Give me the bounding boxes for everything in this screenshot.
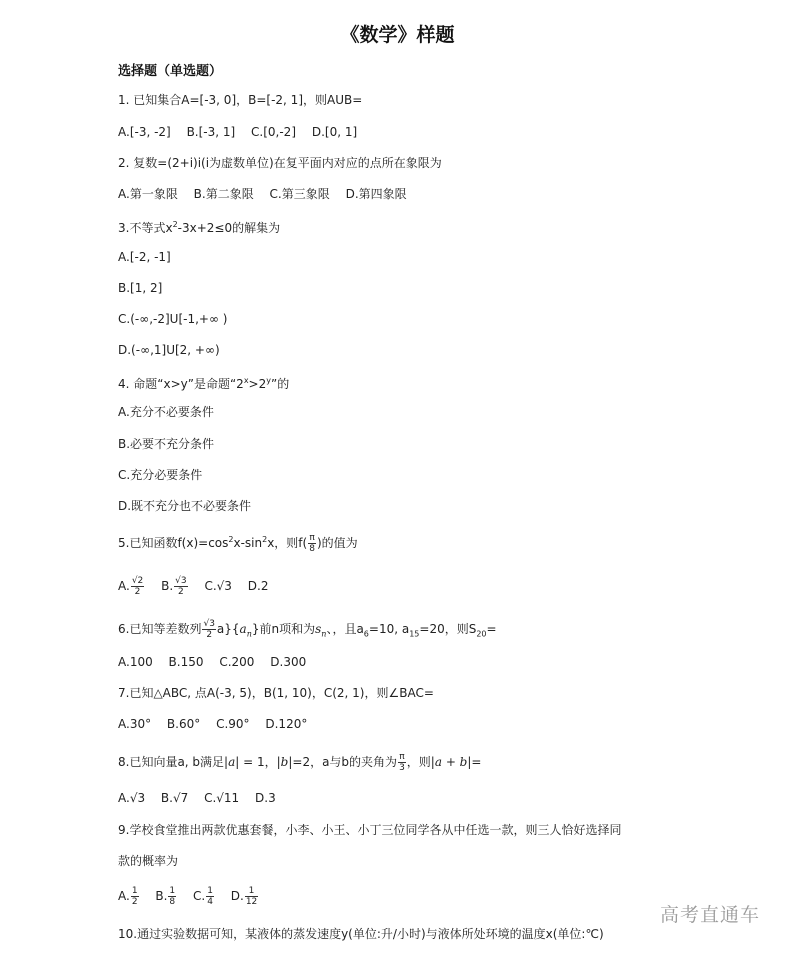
question-3-option-b: B.[1, 2] xyxy=(118,281,163,295)
question-5-options xyxy=(118,576,280,597)
fraction: $\frac{√3}{2}$ xyxy=(203,619,215,640)
option-b: B. $\frac{1}{8}$ xyxy=(155,886,176,907)
option-b: B.150 xyxy=(168,655,204,669)
question-3-stem: 3.不等式$x^2-3x+2\le 0$的解集为 xyxy=(118,220,281,235)
option-b: B.√7 xyxy=(160,791,189,805)
question-3-option-d: D.(-∞,1]U[2, +∞) xyxy=(118,343,220,357)
question-6-stem: 6.已知等差数列 $\frac{√3}{2}$ $a\}\{a_n\}$前n项和为$s_n$、，且$a_6=10$, $a_{15}=20$，则$S_{20}=$ xyxy=(118,619,497,640)
option-d: D.120° xyxy=(265,717,308,731)
fraction: $\frac{\pi}{8}$ xyxy=(309,533,315,554)
option-d: D.第四象限 xyxy=(345,187,407,201)
option-a: A.√3 xyxy=(118,791,146,805)
question-4-option-c: C.充分必要条件 xyxy=(118,468,203,482)
question-8-options xyxy=(118,790,288,806)
question-5-stem: 5.已知函数$f(x)=\cos^2x-\sin^2x$，则f( $\frac{\pi}{8}$ )的值为 xyxy=(118,533,358,554)
question-10-stem: 10.通过实验数据可知，某液体的蒸发速度y(单位:升/小时)与液体所处环境的温度x(单位:℃) xyxy=(118,927,604,941)
option-d: D.300 xyxy=(270,655,307,669)
question-9-stem-line-2: 款的概率为 xyxy=(118,854,179,868)
option-b: B.第二象限 xyxy=(193,187,254,201)
question-4-option-b: B.必要不充分条件 xyxy=(118,437,215,451)
question-7-stem: 7.已知△ABC, 点A(-3, 5)，B(1, 10)，C(2, 1)，则∠BAC= xyxy=(118,686,434,700)
option-a: A. $\frac{√2}{2}$ xyxy=(118,576,144,597)
question-3-option-c: C.(-∞,-2]U[-1,+∞ ) xyxy=(118,312,228,326)
watermark: 高考直通车 xyxy=(660,904,761,926)
question-4-stem: 4. 命题“x>y”是命题“$2^x>2^y$”的 xyxy=(118,376,290,391)
option-b: B.60° xyxy=(166,717,201,731)
option-c: C.第三象限 xyxy=(269,187,330,201)
section-heading: 选择题（单选题） xyxy=(118,64,223,79)
option-c: C.√3 xyxy=(204,579,232,593)
question-4-option-d: D.既不充分也不必要条件 xyxy=(118,499,252,513)
question-7-options xyxy=(118,716,319,732)
page-title: 《数学》样题 xyxy=(340,24,455,46)
option-a: A.第一象限 xyxy=(118,187,178,201)
option-b: B. $\frac{√3}{2}$ xyxy=(161,576,187,597)
option-a: A.100 xyxy=(118,655,153,669)
option-c: C.[0,-2] xyxy=(251,125,297,139)
question-9-stem-line-1: 9.学校食堂推出两款优惠套餐，小李、小王、小丁三位同学各从中任选一款，则三人恰好选择同 xyxy=(118,823,622,837)
question-8-stem: 8.已知向量a, b满足|a| = 1，|b|=2，a与b的夹角为 $\frac{\pi}{3}$ ，则|a + b|= xyxy=(118,752,482,773)
option-c: C.√11 xyxy=(204,791,240,805)
option-c: C.200 xyxy=(219,655,255,669)
fraction: $\frac{\pi}{3}$ xyxy=(399,752,405,773)
option-d: D.3 xyxy=(255,791,276,805)
question-6-options xyxy=(118,654,318,670)
option-d: D.2 xyxy=(247,579,269,593)
option-c: C.90° xyxy=(216,717,250,731)
option-a: A.[-3, -2] xyxy=(118,125,171,139)
question-9-options xyxy=(118,886,271,907)
option-b: B.[-3, 1] xyxy=(186,125,236,139)
option-a: A. $\frac{1}{2}$ xyxy=(118,886,138,907)
question-1-stem: 1. 已知集合A=[-3, 0]，B=[-2, 1]，则AUB= xyxy=(118,93,363,107)
question-2-stem: 2. 复数=(2+i)i(i为虚数单位)在复平面内对应的点所在象限为 xyxy=(118,156,442,170)
question-3-option-a: A.[-2, -1] xyxy=(118,250,171,264)
question-2-options xyxy=(118,186,419,202)
option-a: A.30° xyxy=(118,717,152,731)
option-d: D. $\frac{1}{12}$ xyxy=(230,886,258,907)
question-4-option-a: A.充分不必要条件 xyxy=(118,405,214,419)
option-d: D.[0, 1] xyxy=(311,125,358,139)
option-c: C. $\frac{1}{4}$ xyxy=(192,886,213,907)
question-1-options xyxy=(118,124,369,140)
